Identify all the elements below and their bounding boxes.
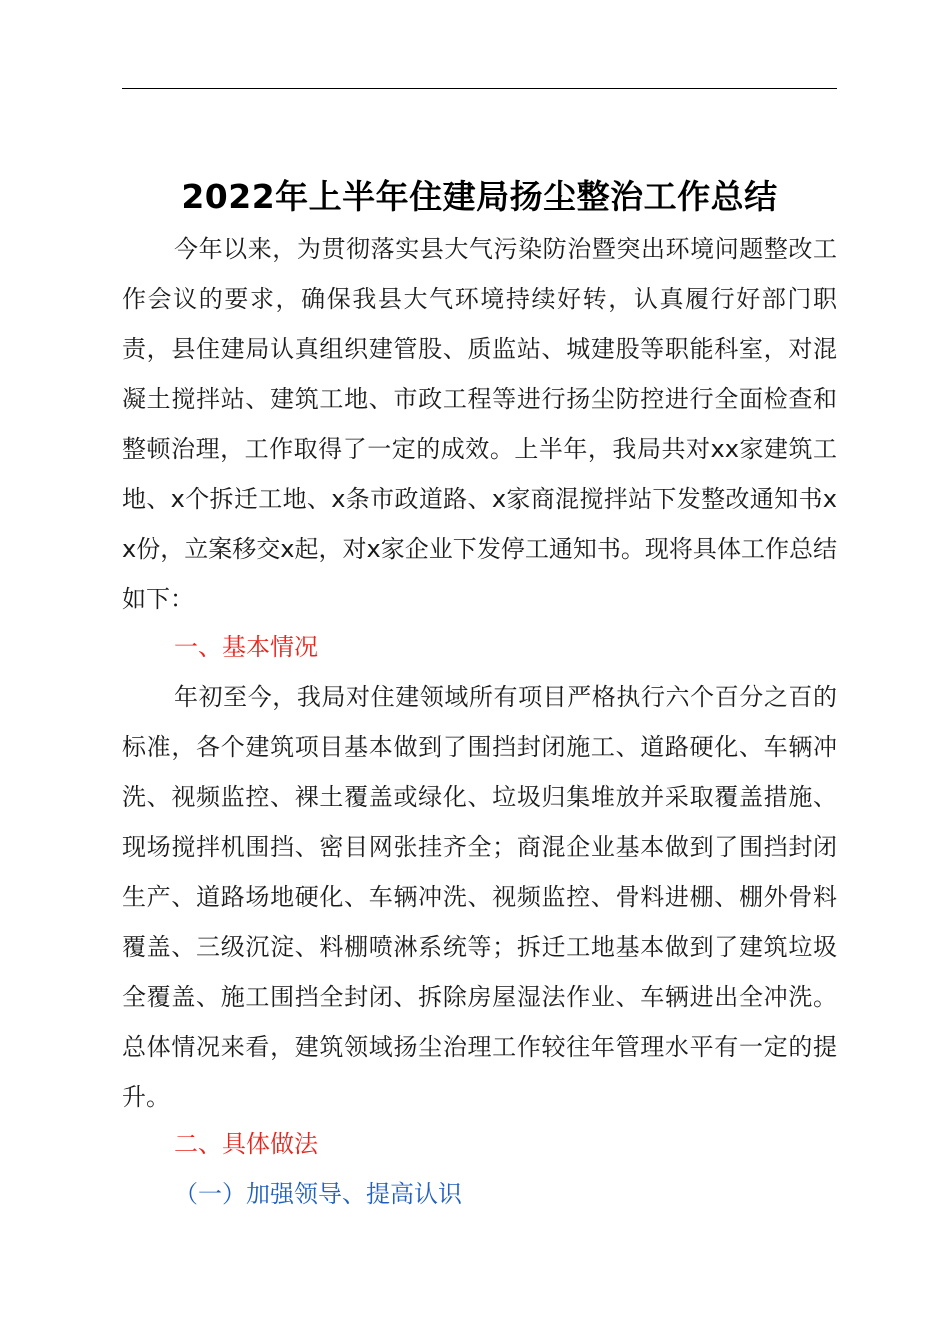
document-title: 2022年上半年住建局扬尘整治工作总结 — [181, 177, 778, 217]
basic-situation-paragraph: 年初至今，我局对住建领域所有项目严格执行六个百分之百的标准，各个建筑项目基本做到了围挡封闭施工、道路硬化、车辆冲洗、视频监控、裸土覆盖或绿化、垃圾归集堆放并采取覆盖措施、现场搅拌机围挡、密目网张挂齐全；商混企业基本做到了围挡封闭生产、道路场地硬化、车辆冲洗、视频监控、骨料进棚、棚外骨料覆盖、三级沉淀、料棚喷淋系统等；拆迁工地基本做到了建筑垃圾全覆盖、施工围挡全封闭、拆除房屋湿法作业、车辆进出全冲洗。总体情况来看，建筑领域扬尘治理工作较往年管理水平有一定的提升。 — [122, 683, 837, 1111]
section-heading-specific-measures: 二、具体做法 — [174, 1130, 318, 1158]
subsection-heading-leadership: （一）加强领导、提高认识 — [174, 1180, 462, 1208]
intro-paragraph: 今年以来，为贯彻落实县大气污染防治暨突出环境问题整改工作会议的要求，确保我县大气环境持续好转，认真履行好部门职责，县住建局认真组织建管股、质监站、城建股等职能科室，对混凝土搅拌站、建筑工地、市政工程等进行扬尘防控进行全面检查和整顿治理，工作取得了一定的成效。上半年，我局共对xx家建筑工地、x个拆迁工地、x条市政道路、x家商混搅拌站下发整改通知书xx份，立案移交x起，对x家企业下发停工通知书。现将具体工作总结如下： — [122, 235, 837, 613]
section-heading-basic-situation: 一、基本情况 — [174, 633, 318, 661]
header-rule — [122, 88, 837, 89]
